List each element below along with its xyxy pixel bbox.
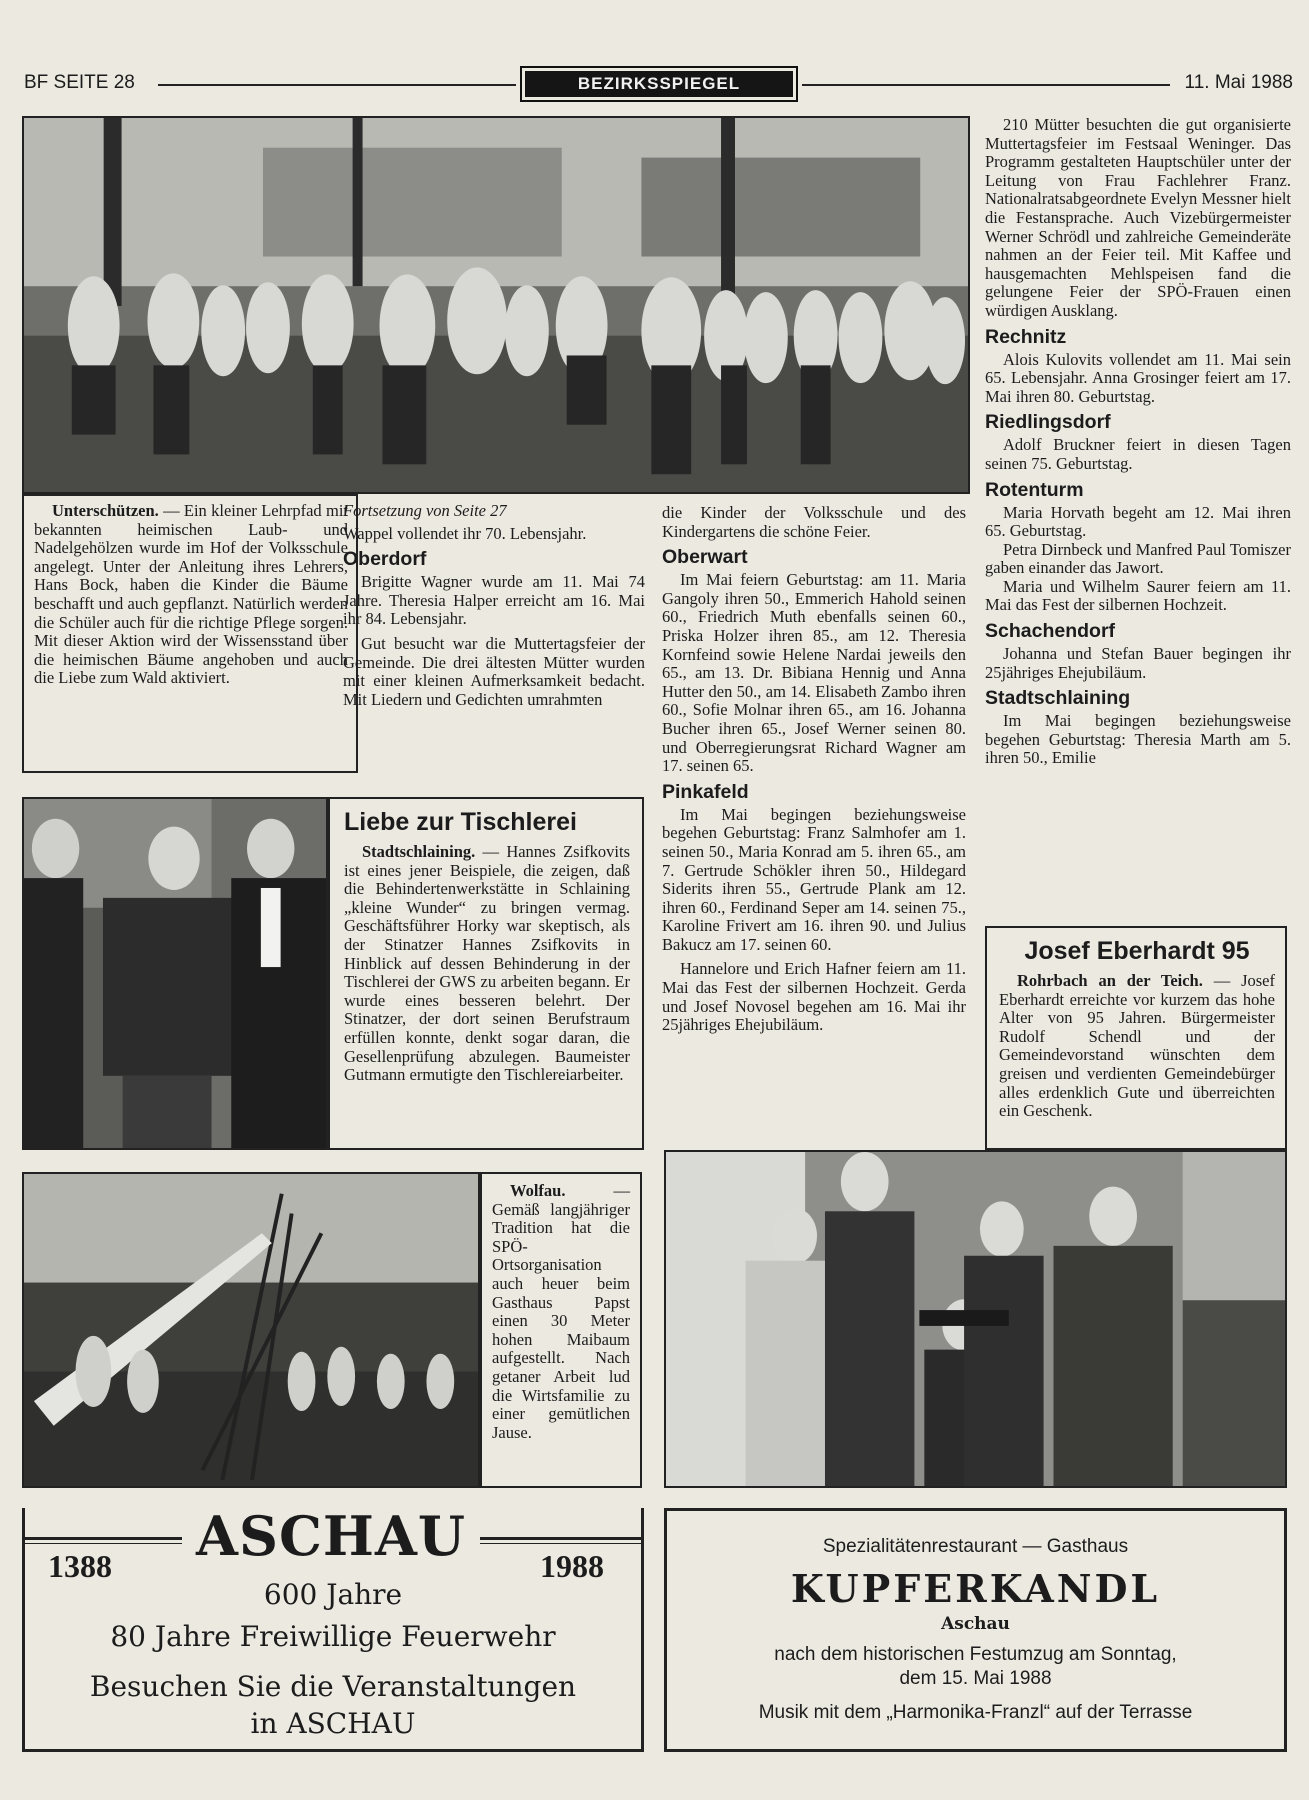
column-4 bbox=[985, 116, 1291, 768]
paragraph: Johanna und Stefan Bauer begingen ihr 25jähriges Ehejubiläum. bbox=[985, 644, 1291, 682]
birthday-photo bbox=[664, 1150, 1287, 1488]
section-heading-riedlingsdorf: Riedlingsdorf bbox=[985, 411, 1111, 434]
paragraph: die Kinder der Volksschule und des Kindergartens die schöne Feier. bbox=[662, 503, 966, 541]
paragraph: Maria Horvath begeht am 12. Mai ihren 65. Geburtstag. bbox=[985, 502, 1291, 541]
section-heading-stadtschlaining: Stadtschlaining bbox=[985, 687, 1131, 710]
kupferkandl-ad-line-4: Musik mit dem „Harmonika-Franzl“ auf der Terrasse bbox=[758, 1702, 1193, 1723]
article-body: — Hannes Zsifkovits ist eines jener Beispiele, die zeigen, daß die Behindertenwerkstätte in Schlaining „kleine Wunder“ zu bringen vermag. Geschäftsführer Horky war skeptisch, als der Stinatzer Hannes Zsifkovits in Hinblick auf dessen Behinderung in der Tischlerei der GWS zu arbeiten begann. Er wurde eines besseren belehrt. Der Stinatzer, der dort seinen Berufstraum erfüllen konnte, denkt sogar daran, die Gesellenprüfung abzulegen. Baumeister Gutmann ermutigte den Tischlereiarbeiter. bbox=[344, 842, 630, 1085]
kupferkandl-ad bbox=[664, 1508, 1287, 1752]
aschau-ad-year-right: 1988 bbox=[540, 1548, 604, 1584]
aschau-ad-rule-right-2 bbox=[480, 1543, 644, 1544]
aschau-ad-rule-right bbox=[480, 1537, 644, 1540]
paragraph: Gut besucht war die Muttertagsfeier der Gemeinde. Die drei ältesten Mütter wurden mit einer kleinen Aufmerksamkeit bedacht. Mit Liedern und Gedichten umrahmten bbox=[343, 633, 645, 709]
section-heading-oberdorf: Oberdorf bbox=[343, 548, 427, 571]
tischlerei-article bbox=[328, 797, 644, 1150]
paragraph: Wappel vollendet ihr 70. Lebensjahr. bbox=[343, 523, 587, 543]
paragraph: Im Mai feiern Geburtstag: am 11. Maria Gangoly ihren 50., Emmerich Hahold seinen 60., Friedrich Muth ebenfalls seinen 60., Priska Holzer ihren 85., am 12. Theresia Kornfeind sowie Helene Nardai jeweils den 65., am 13. Dr. Bibiana Hennig und Anna Hutter den 50., am 14. Elisabeth Zambo ihren 60., Sofie Molnar ihren 65., am 16. Johanna Bucher ihren 65., Josef Werner seinen 80. und Oberregierungsrat Richard Wagner am 17. seinen 65. bbox=[662, 570, 966, 776]
aschau-ad-line-3: Besuchen Sie die Veranstaltungen bbox=[89, 1670, 577, 1703]
paragraph: Adolf Bruckner feiert in diesen Tagen seinen 75. Geburtstag. bbox=[985, 435, 1291, 473]
paragraph: Brigitte Wagner wurde am 11. Mai 74 Jahre. Theresia Halper erreicht am 16. Mai ihr 84. Lebensjahr. bbox=[343, 572, 645, 629]
article-body: — Josef Eberhardt erreichte vor kurzem das hohe Alter von 95 Jahren. Bürgermeister Rudolf Schendl und der Gemeindevorstand wünschten dem greisen und verdienten Gemeindebürger alles erdenklich Gute und überreichten ein Geschenk. bbox=[999, 971, 1275, 1121]
paragraph: Petra Dirnbeck und Manfred Paul Tomiszer gaben einander das Jawort. bbox=[985, 539, 1291, 578]
article-lead: Rohrbach an der Teich. bbox=[1017, 971, 1203, 990]
article-headline: Josef Eberhardt 95 bbox=[1024, 937, 1250, 965]
paragraph: Maria und Wilhelm Saurer feiern am 11. Mai das Fest der silbernen Hochzeit. bbox=[985, 576, 1291, 615]
article-lead: Wolfau. bbox=[510, 1181, 566, 1200]
aschau-ad-line-4: in ASCHAU bbox=[250, 1707, 416, 1740]
aschau-ad-title: ASCHAU bbox=[196, 1504, 466, 1568]
column-2-top bbox=[343, 502, 645, 709]
wolfau-article bbox=[480, 1172, 642, 1488]
kupferkandl-ad-name: KUPFERKANDL bbox=[790, 1566, 1161, 1611]
section-heading-pinkafeld: Pinkafeld bbox=[662, 780, 749, 803]
section-heading-rotenturm: Rotenturm bbox=[985, 478, 1084, 501]
kupferkandl-ad-line-3: dem 15. Mai 1988 bbox=[899, 1668, 1052, 1689]
carpentry-photo bbox=[22, 797, 328, 1150]
paragraph: Im Mai begingen beziehungsweise begehen Geburtstag: Franz Salmhofer am 1. seinen 50., Maria Konrad am 5. ihren 65., am 7. Gertrude Schökler ihren 50., Hildegard Siderits ihren 55., Gertrude Plank am 12. ihren 60., Ferdinand Seper am 14. seinen 75., Karoline Frivert am 16. ihren 90. und Julius Bakucz am 17. seinen 60. bbox=[662, 804, 966, 954]
article-lead: Unterschützen. bbox=[52, 501, 159, 520]
article-headline: Liebe zur Tischlerei bbox=[344, 808, 577, 836]
article-body: — Ein kleiner Lehrpfad mit bekannten heimischen Laub- und Nadelgehölzen wurde im Hof der Volksschule angelegt. Unter der Anleitung ihres Lehrers, Hans Bock, haben die Kinder die Bäume beschafft und auch gepflanzt. Natürlich werden die Schüler auch für die richtige Pflege sorgen. Mit dieser Aktion wird der Wissensstand über die heimischen Bäume angehoben und auch die Liebe zum Wald aktiviert. bbox=[34, 501, 348, 688]
aschau-ad-line-1: 600 Jahre bbox=[263, 1578, 403, 1611]
continuation-note: Fortsetzung von Seite 27 bbox=[343, 501, 507, 520]
paragraph: 210 Mütter besuchten die gut organisierte Muttertagsfeier im Festsaal Weninger. Das Programm gestalteten Hauptschüler unter der Leitung von Frau Fachlehrer Franz. Nationalratsabgeordnete Evelyn Messner hielt die Festansprache. Auch Vizebürgermeister Werner Schrödl und zahlreiche Gemeinderäte nahmen an der Feier teil. Mit Kaffee und hausgemachten Mehlspeisen fand die gelungene Feier der SPÖ-Frauen einen würdigen Ausklang. bbox=[985, 115, 1291, 320]
kupferkandl-ad-line-2: nach dem historischen Festumzug am Sonntag, bbox=[774, 1644, 1177, 1665]
paragraph: Im Mai begingen beziehungsweise begehen Geburtstag: Theresia Marth am 5. ihren 50., Emilie bbox=[985, 711, 1291, 768]
column-3 bbox=[662, 504, 966, 1035]
eberhardt-article bbox=[985, 926, 1287, 1150]
section-title: BEZIRKSSPIEGEL bbox=[520, 66, 798, 102]
paragraph: Hannelore und Erich Hafner feiern am 11. Mai das Fest der silbernen Hochzeit. Gerda und Josef Novosel begehen am 16. Mai ihr 25jähriges Ehejubiläum. bbox=[662, 959, 966, 1035]
aschau-ad-year-left: 1388 bbox=[48, 1548, 112, 1584]
unterschuetzen-article bbox=[22, 494, 358, 773]
maypole-photo bbox=[22, 1172, 480, 1488]
header-rule-right bbox=[802, 84, 1170, 86]
kupferkandl-ad-line-1: Spezialitätenrestaurant — Gasthaus bbox=[822, 1536, 1129, 1557]
paragraph: Alois Kulovits vollendet am 11. Mai sein 65. Lebensjahr. Anna Grosinger feiert am 17. Mai ihren 80. Geburtstag. bbox=[985, 349, 1291, 406]
header-rule-left bbox=[158, 84, 516, 86]
page-number: BF SEITE 28 bbox=[24, 72, 135, 93]
kupferkandl-ad-place: Aschau bbox=[941, 1614, 1010, 1634]
article-lead: Stadtschlaining. bbox=[362, 842, 476, 861]
article-body: — Gemäß langjähriger Tradition hat die SPÖ-Ortsorganisation auch heuer beim Gasthaus Papst einen 30 Meter hohen Maibaum aufgestellt. Nach getaner Arbeit lud die Wirtsfamilie zu einer gemütlichen Jause. bbox=[492, 1181, 630, 1442]
section-heading-rechnitz: Rechnitz bbox=[985, 325, 1067, 348]
aschau-ad-rule-left-2 bbox=[22, 1543, 182, 1544]
section-heading-oberwart: Oberwart bbox=[662, 546, 748, 569]
schoolchildren-photo bbox=[22, 116, 970, 494]
issue-date: 11. Mai 1988 bbox=[1184, 72, 1293, 93]
section-heading-schachendorf: Schachendorf bbox=[985, 620, 1116, 643]
aschau-ad-rule-left bbox=[22, 1537, 182, 1540]
aschau-ad-line-2: 80 Jahre Freiwillige Feuerwehr bbox=[110, 1620, 556, 1653]
